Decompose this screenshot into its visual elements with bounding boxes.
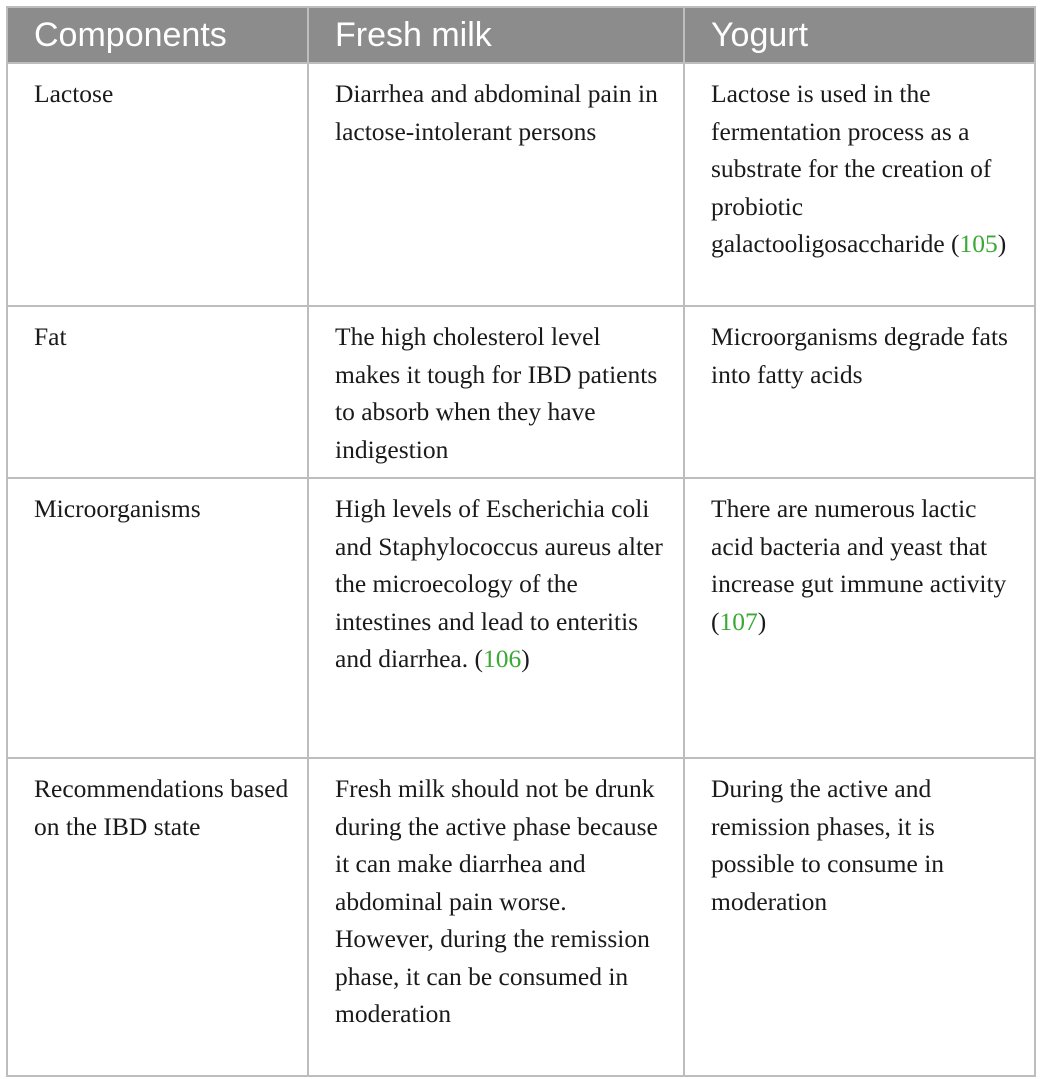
table-row <box>7 306 1035 478</box>
header-fresh-milk: Fresh milk <box>308 7 684 63</box>
table-row <box>7 478 1035 758</box>
header-row <box>7 7 1035 63</box>
cell-text: High levels of Escherichia coli and Staphylococcus aureus alter the microecology of the intestines and lead to enteritis and diarrhea. <box>335 494 663 673</box>
yogurt-cell <box>684 758 1035 1076</box>
fresh-milk-cell <box>308 758 684 1076</box>
cell-text: There are numerous lactic acid bacteria and yeast that increase gut immune activity <box>711 494 1007 598</box>
yogurt-cell: Lactose is used in the fermentation process as a substrate for the creation of probiotic galactooligosaccharide (105) <box>684 63 1035 306</box>
header-yogurt: Yogurt <box>684 7 1035 63</box>
cell-text: Fresh milk should not be drunk during the active phase because it can make diarrhea and abdominal pain worse. However, during the remission phase, it can be consumed in moderation <box>335 774 658 1028</box>
comparison-table <box>6 6 1036 1077</box>
component-cell: Fat <box>7 306 308 478</box>
reference-link[interactable]: 107 <box>719 606 758 636</box>
table-row <box>7 758 1035 1076</box>
fresh-milk-cell: High levels of Escherichia coli and Staphylococcus aureus alter the microecology of the intestines and lead to enteritis and diarrhea. (106) <box>308 478 684 758</box>
cell-text: The high cholesterol level makes it tough for IBD patients to absorb when they have indigestion <box>335 322 658 464</box>
header-components: Components <box>7 7 308 63</box>
component-cell: Microorganisms <box>7 478 308 758</box>
reference-link[interactable]: 106 <box>482 644 522 673</box>
cell-text: During the active and remission phases, it is possible to consume in moderation <box>711 774 945 916</box>
component-cell: Recommendations based on the IBD state <box>7 758 308 1076</box>
fresh-milk-cell <box>308 63 684 306</box>
cell-text: Lactose is used in the fermentation process as a substrate for the creation of probiotic galactooligosaccharide <box>711 79 992 258</box>
reference-link[interactable]: 105 <box>959 229 998 258</box>
fresh-milk-cell <box>308 306 684 478</box>
cell-text: Microorganisms degrade fats into fatty acids <box>711 322 1008 389</box>
yogurt-cell: There are numerous lactic acid bacteria and yeast that increase gut immune activity (107) <box>684 478 1035 758</box>
cell-text: Diarrhea and abdominal pain in lactose-intolerant persons <box>335 79 658 146</box>
table-row <box>7 63 1035 306</box>
component-cell: Lactose <box>7 63 308 306</box>
yogurt-cell <box>684 306 1035 478</box>
